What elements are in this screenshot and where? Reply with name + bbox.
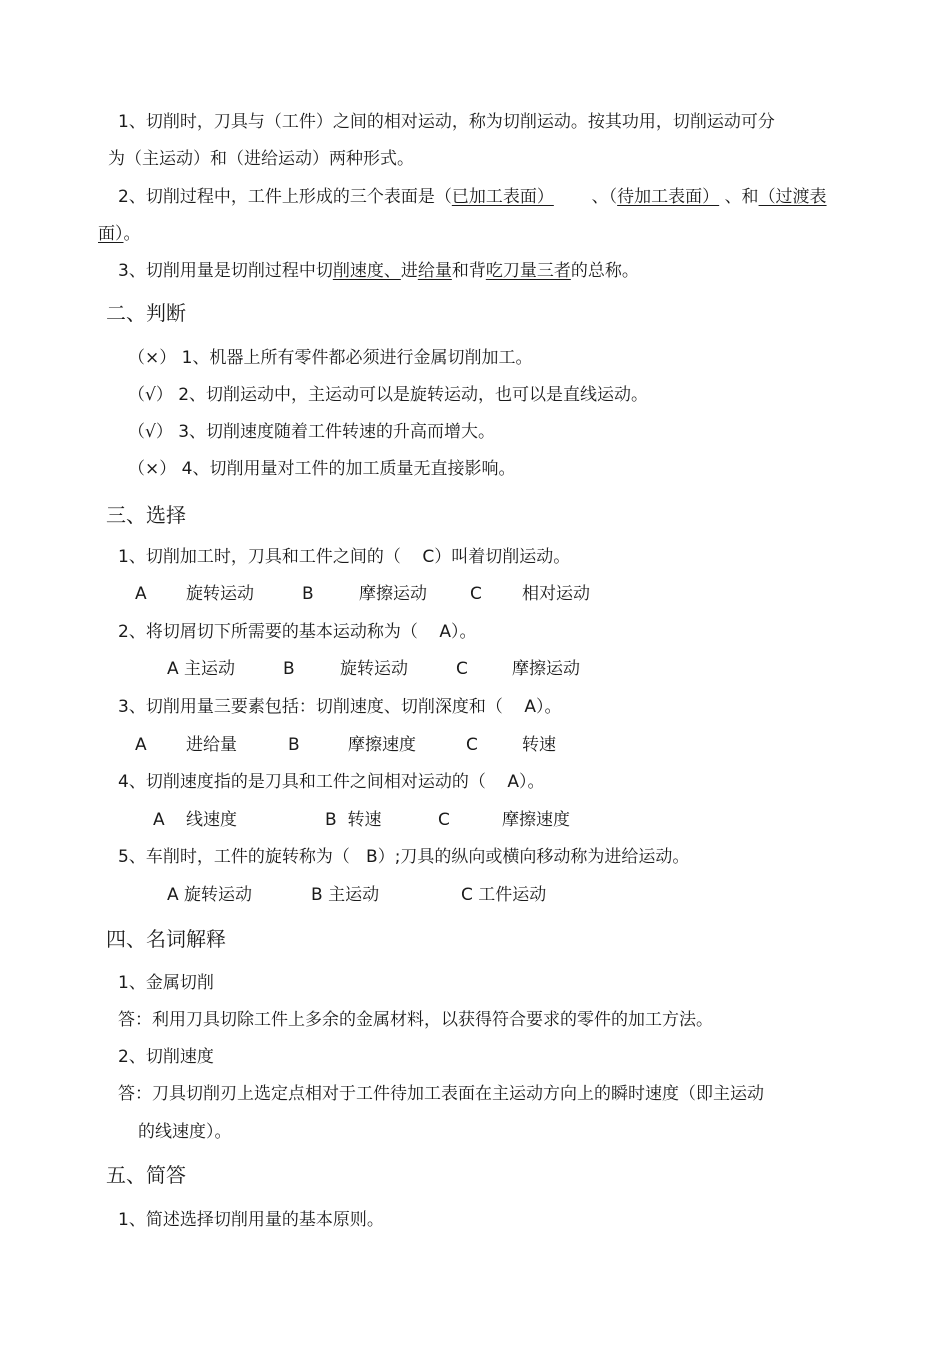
fill-q3-answer1: 削速度、: [332, 261, 401, 281]
fill-q2-pre: 2、切削过程中，工件上形成的三个表面是（: [118, 187, 452, 207]
choice-q3-option-text: 摩擦速度: [348, 735, 416, 755]
term-2: 2、切削速度: [118, 1047, 214, 1067]
choice-q3: 3、切削用量三要素包括：切削速度、切削深度和（ A）。: [118, 697, 562, 717]
choice-q3-option-letter: B: [288, 735, 300, 755]
choice-q2-option: A 主运动: [167, 659, 236, 679]
section-heading-judge: 二、判断: [106, 301, 186, 325]
judge-item: （√） 3、切削速度随着工件转速的升高而增大。: [128, 422, 496, 442]
choice-q4-option-text: 线速度: [186, 810, 237, 830]
fill-q1-line1: 1、切削时，刀具与（工件）之间的相对运动，称为切削运动。按其功用，切削运动可分: [118, 112, 775, 132]
choice-q5-option: A 旋转运动: [167, 885, 253, 905]
fill-q3-pre: 3、切削用量是切削过程中切: [118, 261, 333, 281]
fill-q2-sep2: 、和: [724, 187, 759, 207]
choice-q3-option-text: 进给量: [186, 735, 237, 755]
choice-q5: 5、车削时，工件的旋转称为（ B）;刀具的纵向或横向移动称为进给运动。: [118, 847, 690, 867]
choice-q2-option-text: 摩擦运动: [512, 659, 580, 679]
choice-q2-option-letter: B: [283, 659, 295, 679]
choice-q5-option: C 工件运动: [461, 885, 547, 905]
choice-q3-option-letter: A: [135, 735, 147, 755]
fill-q2-sep1: 、（: [591, 187, 618, 207]
section-heading-short: 五、简答: [106, 1163, 186, 1187]
choice-q4: 4、切削速度指的是刀具和工件之间相对运动的（ A）。: [118, 772, 545, 792]
term-1: 1、金属切削: [118, 973, 214, 993]
choice-q2: 2、将切屑切下所需要的基本运动称为（ A）。: [118, 622, 477, 642]
short-q1: 1、简述选择切削用量的基本原则。: [118, 1210, 384, 1230]
choice-q4-option: B 转速: [325, 810, 382, 830]
fill-q2-answer3-cont: 面）: [98, 224, 124, 244]
fill-q2-line1: [118, 186, 827, 208]
choice-q1-option-letter: A: [135, 584, 147, 604]
choice-q1: 1、切削加工时，刀具和工件之间的（ C）叫着切削运动。: [118, 547, 571, 567]
choice-q1-option-letter: B: [302, 584, 314, 604]
term-1-answer: 答：利用刀具切除工件上多余的金属材料，以获得符合要求的零件的加工方法。: [118, 1010, 713, 1030]
fill-q1-line2: 为（主运动）和（进给运动）两种形式。: [108, 149, 414, 169]
fill-q2-answer1: 已加工表面）: [451, 187, 554, 207]
term-2-answer-line2: 的线速度）。: [138, 1122, 232, 1142]
section-heading-choice: 三、选择: [106, 503, 186, 527]
choice-q5-option: B 主运动: [311, 885, 380, 905]
judge-item: （×） 1、机器上所有零件都必须进行金属切削加工。: [128, 348, 533, 368]
fill-q3: [118, 260, 639, 282]
term-2-answer-line1: 答：刀具切削刃上选定点相对于工件待加工表面在主运动方向上的瞬时速度（即主运动: [118, 1084, 764, 1104]
choice-q2-option-text: 旋转运动: [340, 659, 408, 679]
choice-q1-option-text: 相对运动: [522, 584, 590, 604]
fill-q3-answer2: 给量: [417, 261, 452, 281]
fill-q2-end: 。: [123, 224, 141, 244]
judge-item: （√） 2、切削运动中，主运动可以是旋转运动，也可以是直线运动。: [128, 385, 649, 405]
choice-q4-option-text: 摩擦速度: [502, 810, 570, 830]
choice-q1-option-text: 旋转运动: [186, 584, 254, 604]
fill-q2-answer2: 待加工表面）: [617, 187, 720, 207]
choice-q4-option-letter: C: [438, 810, 450, 830]
choice-q3-option-letter: C: [466, 735, 478, 755]
choice-q1-option-text: 摩擦运动: [359, 584, 427, 604]
choice-q1-option-letter: C: [470, 584, 482, 604]
fill-q3-answer3: 吃刀量三者: [485, 261, 571, 281]
section-heading-terms: 四、名词解释: [106, 927, 226, 951]
fill-q3-end: 的总称。: [570, 261, 639, 281]
fill-q2-answer3: （过渡表: [758, 187, 827, 207]
fill-q2-line2: [98, 223, 141, 245]
judge-item: （×） 4、切削用量对工件的加工质量无直接影响。: [128, 459, 516, 479]
choice-q2-option-letter: C: [456, 659, 468, 679]
choice-q3-option-text: 转速: [522, 735, 556, 755]
fill-q3-mid1: 进: [400, 261, 418, 281]
choice-q4-option-letter: A: [153, 810, 165, 830]
fill-q3-mid2: 和背: [451, 261, 486, 281]
